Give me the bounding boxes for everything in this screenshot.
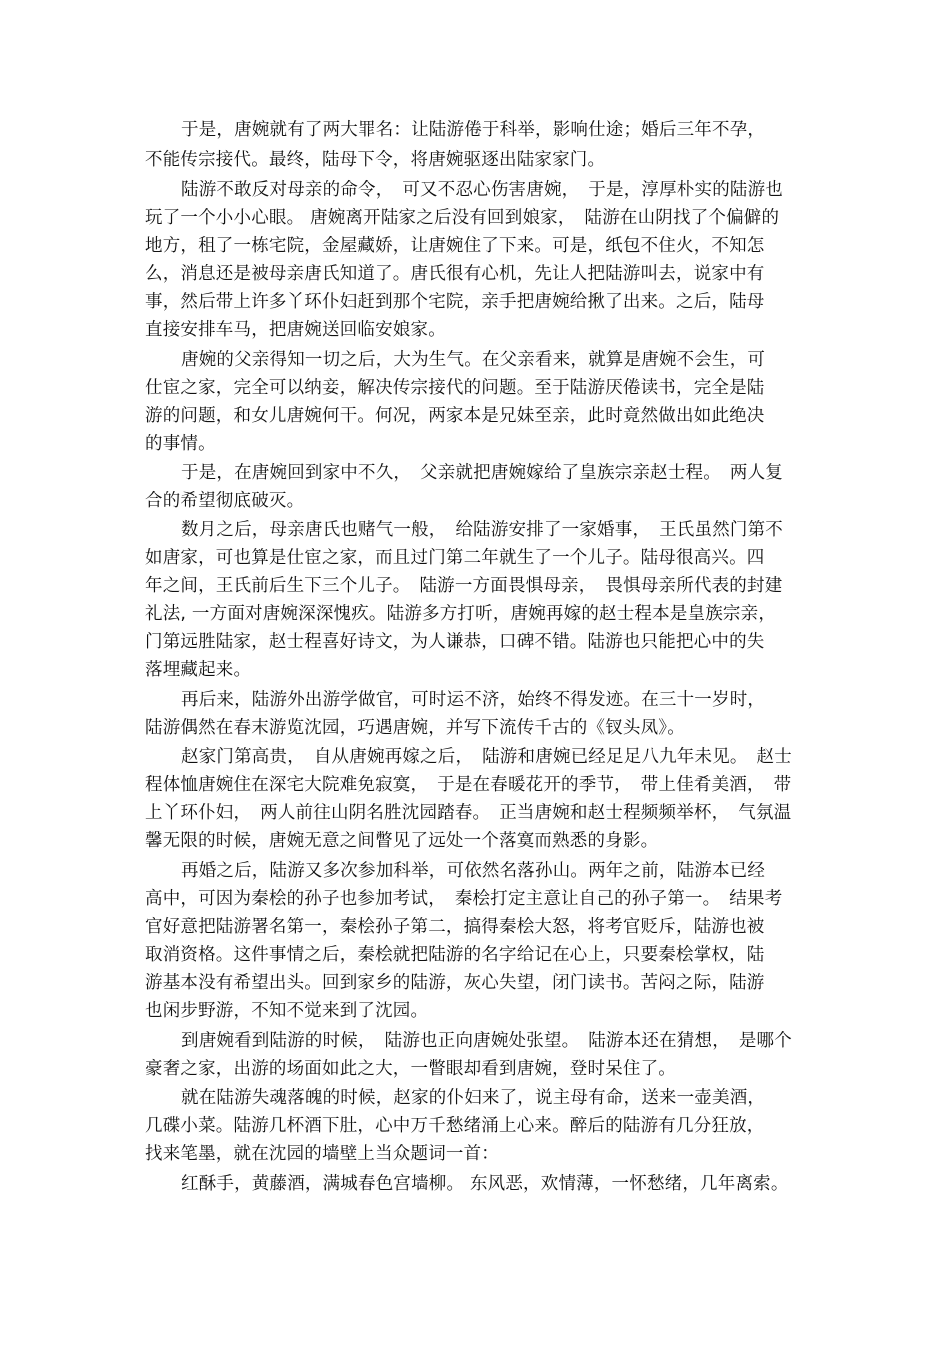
text-line: 再婚之后，陆游又多次参加科举，可依然名落孙山。两年之前，陆游本已经 (181, 861, 766, 881)
text-line: 红酥手，黄藤酒，满城春色宫墙柳。 东风恶，欢情薄，一怀愁绪，几年离索。 (181, 1174, 789, 1194)
text-line: 豪奢之家，出游的场面如此之大，一瞥眼却看到唐婉，登时呆住了。 (145, 1059, 676, 1079)
text-line: 礼法, 一方面对唐婉深深愧疚。陆游多方打听，唐婉再嫁的赵士程本是皇族宗亲， (145, 604, 777, 624)
text-line: 么，消息还是被母亲唐氏知道了。唐氏很有心机，先让人把陆游叫去，说家中有 (145, 264, 765, 284)
text-line: 门第远胜陆家，赵士程喜好诗文，为人谦恭，口碑不错。陆游也只能把心中的失 (145, 632, 765, 652)
text-line: 就在陆游失魂落魄的时候，赵家的仆妇来了，说主母有命，送来一壶美酒， (181, 1088, 766, 1108)
text-line: 再后来，陆游外出游学做官，可时运不济，始终不得发迹。在三十一岁时， (181, 690, 766, 710)
text-line: 到唐婉看到陆游的时候， 陆游也正向唐婉处张望。 陆游本还在猜想， 是哪个 (181, 1031, 792, 1051)
text-line: 于是，唐婉就有了两大罪名：让陆游倦于科举，影响仕途；婚后三年不孕， (181, 120, 766, 140)
text-line: 于是，在唐婉回到家中不久， 父亲就把唐婉嫁给了皇族宗亲赵士程。 两人复 (181, 463, 783, 483)
text-line: 程体恤唐婉住在深宅大院难免寂寞， 于是在春暖花开的季节， 带上佳肴美酒， 带 (145, 775, 792, 795)
text-line: 取消资格。这件事情之后，秦桧就把陆游的名字给记在心上，只要秦桧掌权，陆 (145, 945, 765, 965)
text-line: 几碟小菜。陆游几杯酒下肚，心中万千愁绪涌上心来。醉后的陆游有几分狂放， (145, 1116, 765, 1136)
text-line: 不能传宗接代。最终，陆母下令，将唐婉驱逐出陆家家门。 (145, 150, 606, 170)
text-line: 高中，可因为秦桧的孙子也参加考试， 秦桧打定主意让自己的孙子第一。 结果考 (145, 889, 783, 909)
text-line: 游基本没有希望出头。回到家乡的陆游，灰心失望，闭门读书。苦闷之际，陆游 (145, 973, 765, 993)
text-line: 直接安排车马，把唐婉送回临安娘家。 (145, 320, 446, 340)
text-line: 仕宦之家，完全可以纳妾，解决传宗接代的问题。至于陆游厌倦读书，完全是陆 (145, 378, 765, 398)
text-line: 合的希望彻底破灭。 (145, 491, 305, 511)
text-line: 陆游偶然在春末游览沈园，巧遇唐婉，并写下流传千古的《钗头凤》。 (145, 718, 685, 738)
text-line: 唐婉的父亲得知一切之后，大为生气。在父亲看来，就算是唐婉不会生，可 (181, 350, 766, 370)
text-line: 地方，租了一栋宅院，金屋藏娇，让唐婉住了下来。可是，纸包不住火，不知怎 (145, 236, 765, 256)
text-line: 数月之后，母亲唐氏也赌气一般， 给陆游安排了一家婚事， 王氏虽然门第不 (181, 520, 783, 540)
text-line: 陆游不敢反对母亲的命令， 可又不忍心伤害唐婉， 于是，淳厚朴实的陆游也 (181, 180, 783, 200)
text-line: 事，然后带上许多丫环仆妇赶到那个宅院，亲手把唐婉给揪了出来。之后，陆母 (145, 292, 765, 312)
text-line: 也闲步野游，不知不觉来到了沈园。 (145, 1001, 429, 1021)
text-line: 馨无限的时候，唐婉无意之间瞥见了远处一个落寞而熟悉的身影。 (145, 831, 659, 851)
text-line: 的事情。 (145, 434, 216, 454)
text-line: 官好意把陆游署名第一，秦桧孙子第二，搞得秦桧大怒，将考官贬斥，陆游也被 (145, 917, 765, 937)
text-line: 找来笔墨，就在沈园的墙壁上当众题词一首： (145, 1144, 499, 1164)
text-line: 如唐家，可也算是仕宦之家，而且过门第二年就生了一个儿子。陆母很高兴。四 (145, 548, 765, 568)
text-line: 游的问题，和女儿唐婉何干。何况，两家本是兄妹至亲，此时竟然做出如此绝决 (145, 406, 765, 426)
text-line: 上丫环仆妇， 两人前往山阴名胜沈园踏春。 正当唐婉和赵士程频频举杯， 气氛温 (145, 803, 792, 823)
text-line: 年之间，王氏前后生下三个儿子。 陆游一方面畏惧母亲， 畏惧母亲所代表的封建 (145, 576, 783, 596)
text-line: 落埋藏起来。 (145, 660, 252, 680)
text-line: 玩了一个小小心眼。 唐婉离开陆家之后没有回到娘家， 陆游在山阴找了个偏僻的 (145, 208, 780, 228)
text-line: 赵家门第高贵， 自从唐婉再嫁之后， 陆游和唐婉已经足足八九年未见。 赵士 (181, 747, 792, 767)
